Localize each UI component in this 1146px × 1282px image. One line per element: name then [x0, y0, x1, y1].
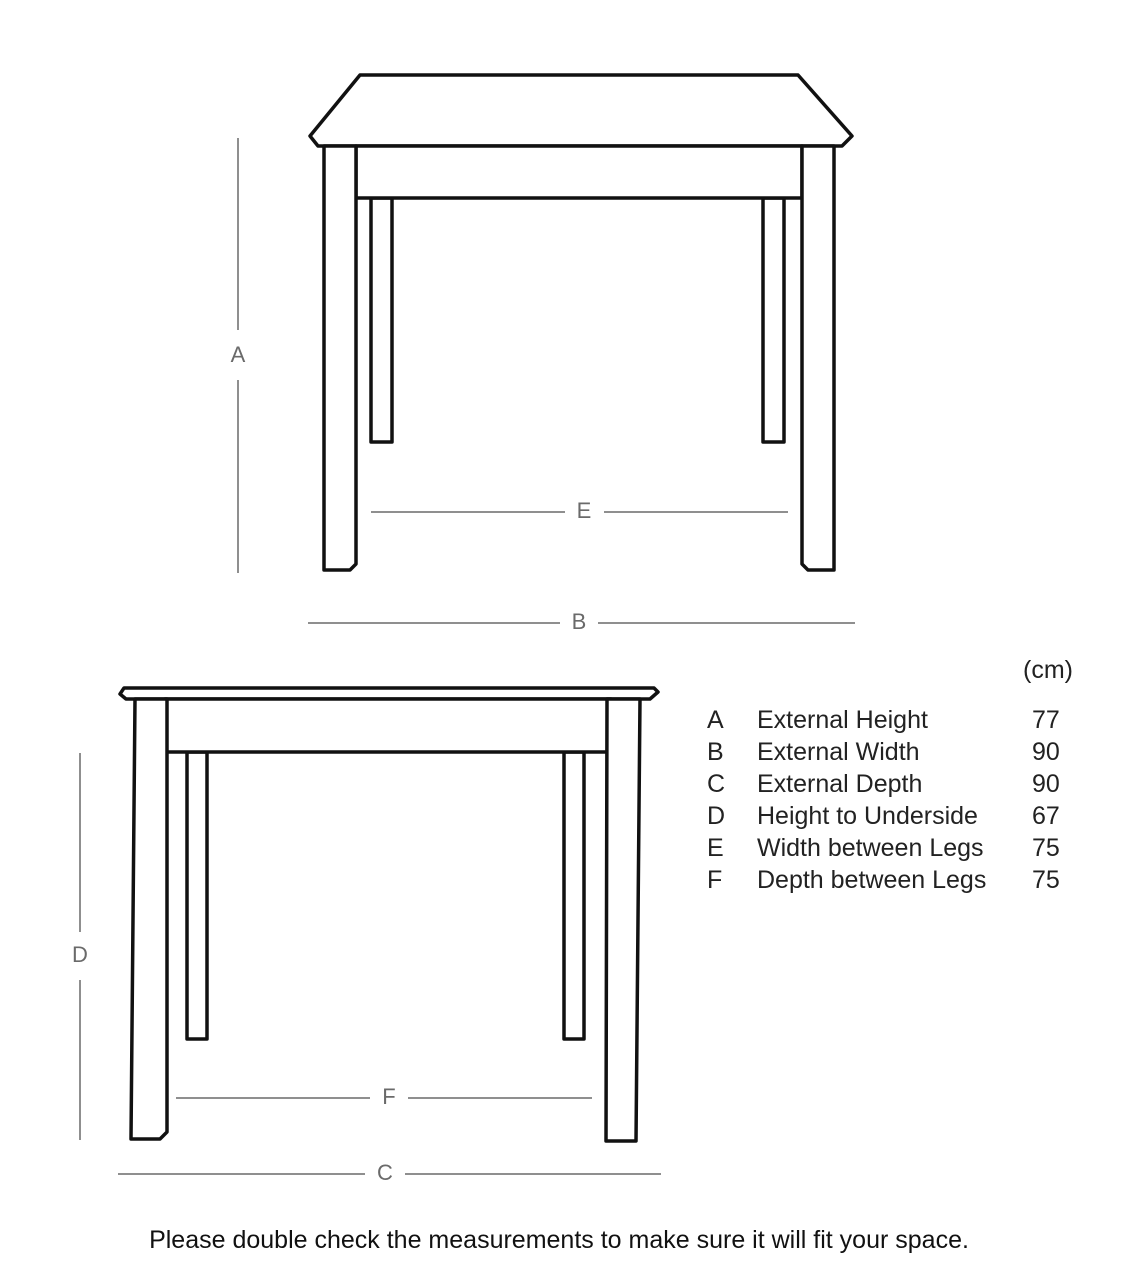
row-letter: D: [707, 802, 726, 830]
front-leg-left: [324, 146, 356, 570]
measurement-row: [705, 736, 1085, 768]
measurement-row: [705, 768, 1085, 800]
front-leg-right-side: [606, 699, 640, 1141]
measurement-row: [705, 704, 1085, 736]
rear-leg-left-side: [187, 752, 207, 1039]
rear-leg-right-side: [564, 752, 584, 1039]
apron-front: [356, 146, 802, 198]
row-value: 75: [1032, 834, 1060, 862]
rear-leg-left: [371, 198, 392, 442]
row-name: Height to Underside: [757, 802, 978, 830]
apron-side: [165, 699, 611, 752]
row-letter: F: [707, 866, 723, 894]
dimension-label-a: A: [230, 341, 246, 367]
front-leg-right: [802, 146, 834, 570]
measurement-rows: [705, 704, 1085, 896]
tabletop-front: [310, 75, 852, 146]
row-value: 90: [1032, 738, 1060, 766]
dimension-label-d: D: [72, 941, 88, 967]
row-name: External Depth: [757, 770, 923, 798]
table-side-view: [120, 688, 658, 1141]
footer-note: Please double check the measurements to make sure it will fit your space.: [149, 1226, 969, 1254]
row-letter: E: [707, 834, 724, 862]
unit-label: (cm): [1023, 656, 1073, 684]
row-name: External Width: [757, 738, 920, 766]
row-letter: B: [707, 738, 724, 766]
dimension-label-b: B: [571, 608, 587, 634]
measurement-row: [705, 832, 1085, 864]
row-letter: C: [707, 770, 726, 798]
row-name: Width between Legs: [757, 834, 984, 862]
front-leg-left-side: [131, 699, 167, 1139]
row-value: 77: [1032, 706, 1060, 734]
row-name: External Height: [757, 706, 928, 734]
row-value: 67: [1032, 802, 1060, 830]
rear-leg-right: [763, 198, 784, 442]
row-letter: A: [707, 706, 724, 734]
measurement-row: [705, 864, 1085, 896]
dimension-label-c: C: [377, 1159, 393, 1185]
row-name: Depth between Legs: [757, 866, 987, 894]
dimension-label-f: F: [382, 1083, 396, 1109]
row-value: 90: [1032, 770, 1060, 798]
measurement-row: [705, 800, 1085, 832]
dimension-label-e: E: [576, 497, 592, 523]
table-front-view: [310, 75, 852, 570]
row-value: 75: [1032, 866, 1060, 894]
